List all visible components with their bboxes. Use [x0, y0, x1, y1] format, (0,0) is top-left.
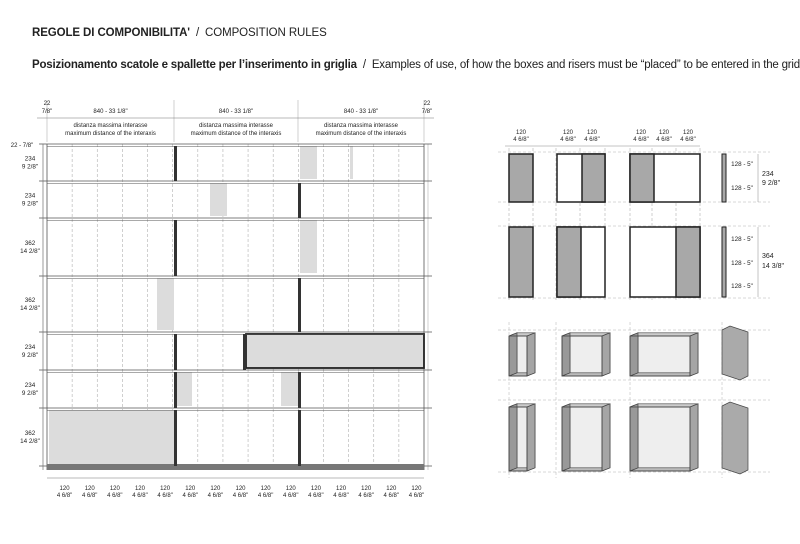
- subtitle-italian: Posizionamento scatole e spallette per l’inserimento in griglia: [32, 59, 357, 71]
- module-width-label-inch: 4 6/8": [656, 137, 672, 143]
- row-height-mm-label: 234: [24, 382, 36, 389]
- column-width-mm-label: 120: [160, 486, 171, 492]
- column-width-mm-label: 120: [84, 486, 95, 492]
- vertical-divider: [243, 334, 246, 370]
- row-height-inch-label: 9 2/8": [21, 200, 39, 208]
- column-width-mm-label: 120: [260, 486, 271, 492]
- iso-left-panel: [630, 333, 638, 376]
- interaxis-italian-label: distanza massima interasse: [73, 123, 148, 129]
- iso-module-single: [509, 333, 535, 376]
- interaxis-value-label: 840 - 33 1/8": [218, 109, 254, 115]
- column-width-mm-label: 120: [285, 486, 296, 492]
- iso-riser-tall: [722, 402, 748, 474]
- interaxis-italian-label: distanza massima interasse: [323, 123, 399, 129]
- module-box-single-tall: [509, 227, 533, 297]
- row-height-mm-label: 234: [24, 192, 36, 200]
- iso-right-panel: [690, 404, 698, 471]
- title-italian: REGOLE DI COMPONIBILITA': [32, 27, 190, 39]
- module-box-triple-fill: [630, 154, 654, 202]
- riser-step-label: 128 - 5": [731, 260, 753, 267]
- riser-panel: [300, 146, 317, 179]
- row-height-mm-label: 234: [24, 344, 36, 351]
- iso-left-panel: [562, 404, 570, 471]
- iso-top-panel: [630, 333, 698, 336]
- column-width-mm-label: 120: [235, 486, 246, 492]
- riser-panel: [281, 372, 299, 406]
- column-width-mm-label: 120: [336, 486, 347, 492]
- riser-step-label: 128 - 5": [731, 236, 753, 243]
- column-width-mm-label: 120: [386, 486, 397, 492]
- riser-step-label: 128 - 5": [731, 185, 753, 192]
- column-width-inch-label: 4 6/8": [232, 493, 249, 499]
- column-width-inch-label: 4 6/8": [408, 493, 425, 499]
- module-width-label-inch: 4 6/8": [680, 137, 696, 143]
- vertical-divider: [174, 146, 177, 181]
- iso-back-panel: [638, 404, 698, 468]
- column-width-inch-label: 4 6/8": [107, 493, 123, 499]
- riser-step-label: 128 - 5": [731, 161, 753, 168]
- edge-inch-label: 7/8": [41, 109, 53, 115]
- column-width-inch-label: 4 6/8": [56, 493, 73, 499]
- iso-left-panel: [562, 333, 570, 376]
- row-height-inch-label: 9 2/8": [21, 390, 39, 397]
- module-width-label-inch: 4 6/8": [513, 137, 529, 143]
- module-width-label: 120: [682, 130, 694, 136]
- edge-mm-label: 22: [423, 101, 431, 107]
- riser-panel: [300, 220, 317, 273]
- vertical-divider: [174, 372, 177, 408]
- column-width-inch-label: 4 6/8": [257, 493, 274, 499]
- riser-panel: [246, 334, 424, 368]
- iso-bottom-panel: [630, 468, 698, 471]
- row-height-inch-label: 14 2/8": [20, 248, 40, 255]
- subtitle-separator: /: [362, 59, 366, 71]
- column-width-inch-label: 4 6/8": [283, 493, 299, 499]
- interaxis-english-label: maximum distance of the interaxis: [190, 131, 282, 137]
- vertical-divider: [298, 278, 301, 332]
- column-width-inch-label: 4 6/8": [308, 493, 324, 499]
- column-width-mm-label: 120: [59, 486, 70, 492]
- column-width-inch-label: 4 6/8": [207, 493, 224, 499]
- title-english: COMPOSITION RULES: [205, 27, 327, 39]
- column-width-mm-label: 120: [134, 486, 145, 492]
- iso-top-panel: [630, 404, 698, 407]
- edge-mm-label: 22: [43, 101, 51, 107]
- large-height-mm-label: 364: [762, 253, 774, 260]
- row-height-inch-label: 14 2/8": [20, 438, 40, 445]
- iso-module-double-tall: [562, 404, 610, 471]
- vertical-divider: [174, 334, 177, 370]
- interaxis-value-label: 840 - 33 1/8": [93, 109, 128, 115]
- module-box-double-fill: [582, 154, 605, 202]
- iso-left-panel: [509, 333, 517, 376]
- column-width-mm-label: 120: [310, 486, 321, 492]
- module-width-label: 120: [586, 130, 598, 136]
- row-height-mm-label: 362: [24, 297, 36, 304]
- riser-panel: [49, 410, 174, 464]
- column-width-inch-label: 4 6/8": [182, 493, 198, 499]
- small-height-mm-label: 234: [762, 171, 774, 178]
- module-width-label-inch: 4 6/8": [633, 137, 649, 143]
- module-width-label: 120: [635, 130, 647, 136]
- iso-bottom-panel: [630, 373, 698, 376]
- column-width-mm-label: 120: [109, 486, 120, 492]
- column-width-mm-label: 120: [411, 486, 422, 492]
- column-width-inch-label: 4 6/8": [132, 493, 148, 499]
- iso-module-double: [562, 333, 610, 376]
- iso-right-panel: [602, 404, 610, 471]
- vertical-divider: [298, 372, 301, 408]
- subtitle-english: Examples of use, of how the boxes and risers must be “placed” to be entered in the grid: [371, 59, 800, 71]
- column-width-mm-label: 120: [185, 486, 196, 492]
- interaxis-italian-label: distanza massima interasse: [198, 123, 274, 129]
- riser-panel: [210, 183, 227, 216]
- large-height-inch-label: 14 3/8": [762, 263, 784, 270]
- title-separator: /: [195, 27, 200, 39]
- riser-side: [722, 154, 726, 202]
- iso-back-panel: [638, 333, 698, 373]
- interaxis-value-label: 840 - 33 1/8": [343, 109, 379, 115]
- module-width-label: 120: [515, 130, 527, 136]
- module-box-double-tall-fill: [557, 227, 581, 297]
- base-plinth: [47, 464, 424, 470]
- module-box-single: [509, 154, 533, 202]
- vertical-divider: [174, 410, 177, 466]
- iso-module-single-tall: [509, 404, 535, 471]
- row-height-mm-label: 234: [24, 155, 36, 163]
- iso-module-triple-tall: [630, 404, 698, 471]
- iso-right-panel: [527, 333, 535, 376]
- module-box-triple-tall-fill: [676, 227, 700, 297]
- iso-right-panel: [527, 404, 535, 471]
- top-edge-label: 22 - 7/8": [10, 143, 34, 149]
- column-width-mm-label: 120: [210, 486, 221, 492]
- edge-inch-label: 7/8": [421, 109, 433, 115]
- interaxis-english-label: maximum distance of the interaxis: [65, 131, 156, 137]
- vertical-divider: [298, 410, 301, 466]
- row-height-inch-label: 9 2/8": [21, 352, 39, 359]
- row-height-inch-label: 9 2/8": [21, 163, 39, 171]
- module-width-label-inch: 4 6/8": [560, 137, 576, 143]
- column-width-inch-label: 4 6/8": [81, 493, 98, 499]
- vertical-divider: [174, 220, 177, 276]
- row-height-mm-label: 362: [24, 240, 36, 247]
- small-height-inch-label: 9 2/8": [762, 180, 781, 187]
- riser-panel: [350, 146, 353, 179]
- module-width-label: 120: [562, 130, 574, 136]
- iso-module-triple: [630, 333, 698, 376]
- row-height-mm-label: 362: [24, 430, 36, 437]
- riser-panel: [157, 278, 174, 330]
- riser-side-tall: [722, 227, 726, 297]
- vertical-divider: [298, 183, 301, 218]
- riser-step-label: 128 - 5": [731, 283, 753, 290]
- column-width-inch-label: 4 6/8": [157, 493, 173, 499]
- iso-left-panel: [509, 404, 517, 471]
- iso-right-panel: [690, 333, 698, 376]
- module-width-label-inch: 4 6/8": [584, 137, 600, 143]
- module-width-label: 120: [658, 130, 670, 136]
- column-width-inch-label: 4 6/8": [358, 493, 374, 499]
- column-width-inch-label: 4 6/8": [383, 493, 400, 499]
- column-width-inch-label: 4 6/8": [333, 493, 349, 499]
- interaxis-english-label: maximum distance of the interaxis: [315, 131, 407, 137]
- row-height-inch-label: 14 2/8": [20, 305, 40, 312]
- iso-riser-small: [722, 326, 748, 380]
- iso-right-panel: [602, 333, 610, 376]
- column-width-mm-label: 120: [361, 486, 372, 492]
- iso-left-panel: [630, 404, 638, 471]
